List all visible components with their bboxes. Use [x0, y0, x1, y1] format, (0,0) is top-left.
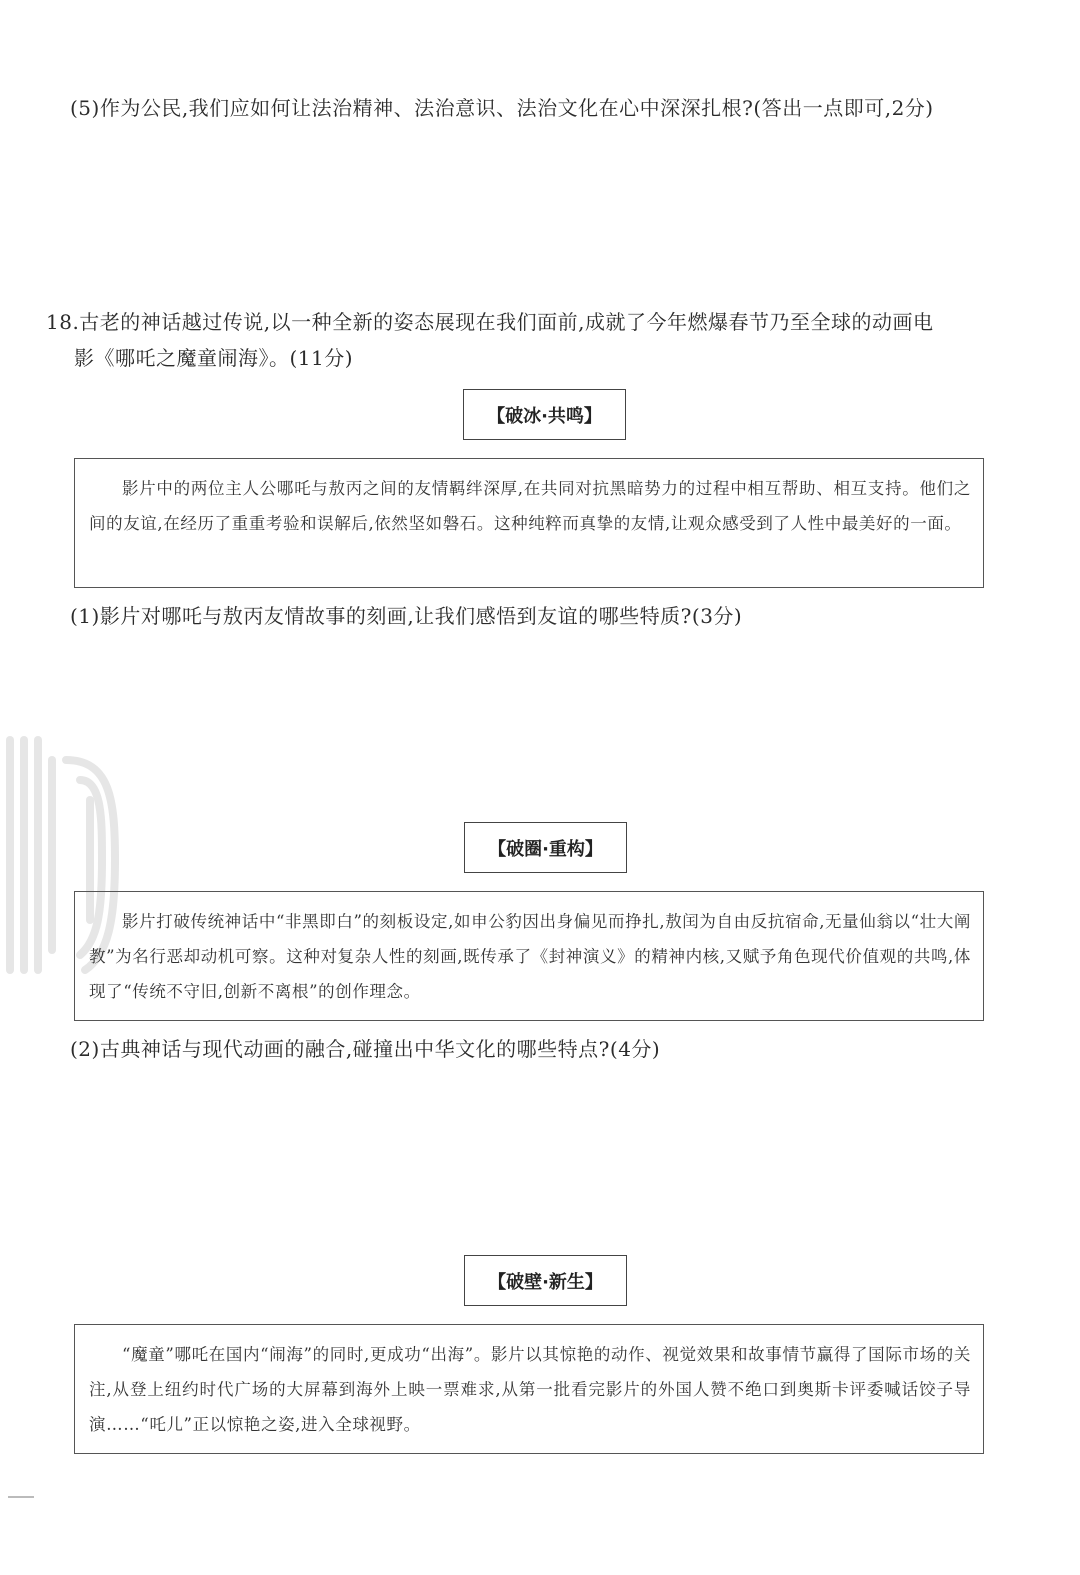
question-18-stem	[46, 304, 934, 376]
material-text-1: 影片中的两位主人公哪吒与敖丙之间的友情羁绊深厚,在共同对抗黑暗势力的过程中相互帮助、相互支持。他们之间的友谊,在经历了重重考验和误解后,依然坚如磐石。这种纯粹而真挚的友情,让观众感受到了人性中最美好的一面。	[89, 479, 971, 533]
section-tag-poquan: 【破圈·重构】	[464, 822, 627, 873]
question-18-1: (1)影片对哪吒与敖丙友情故事的刻画,让我们感悟到友谊的哪些特质?(3分)	[70, 604, 743, 628]
material-box-1	[74, 458, 984, 588]
material-box-2	[74, 891, 984, 1021]
section-tag-pobi: 【破壁·新生】	[464, 1255, 627, 1306]
material-text-3: “魔童”哪吒在国内“闹海”的同时,更成功“出海”。影片以其惊艳的动作、视觉效果和故事情节赢得了国际市场的关注,从登上纽约时代广场的大屏幕到海外上映一票难求,从第一批看完影片的外国人赞不绝口到奥斯卡评委喊话饺子导演……“吒儿”正以惊艳之姿,进入全球视野。	[89, 1345, 971, 1434]
material-text-2: 影片打破传统神话中“非黑即白”的刻板设定,如申公豹因出身偏见而挣扎,敖闰为自由反抗宿命,无量仙翁以“壮大阐教”为名行恶却动机可察。这种对复杂人性的刻画,既传承了《封神演义》的精神内核,又赋予角色现代价值观的共鸣,体现了“传统不守旧,创新不离根”的创作理念。	[89, 912, 971, 1001]
material-box-3	[74, 1324, 984, 1454]
question-18-line-2: 影《哪吒之魔童闹海》。(11分)	[74, 346, 354, 370]
question-5: (5)作为公民,我们应如何让法治精神、法治意识、法治文化在心中深深扎根?(答出一点即可,2分)	[70, 96, 934, 120]
section-tag-pobing: 【破冰·共鸣】	[463, 389, 626, 440]
question-18-2: (2)古典神话与现代动画的融合,碰撞出中华文化的哪些特点?(4分)	[70, 1037, 661, 1061]
page-edge-mark	[8, 1496, 34, 1498]
question-18-line-1: 18.古老的神话越过传说,以一种全新的姿态展现在我们面前,成就了今年燃爆春节乃至全球的动画电	[46, 310, 934, 334]
